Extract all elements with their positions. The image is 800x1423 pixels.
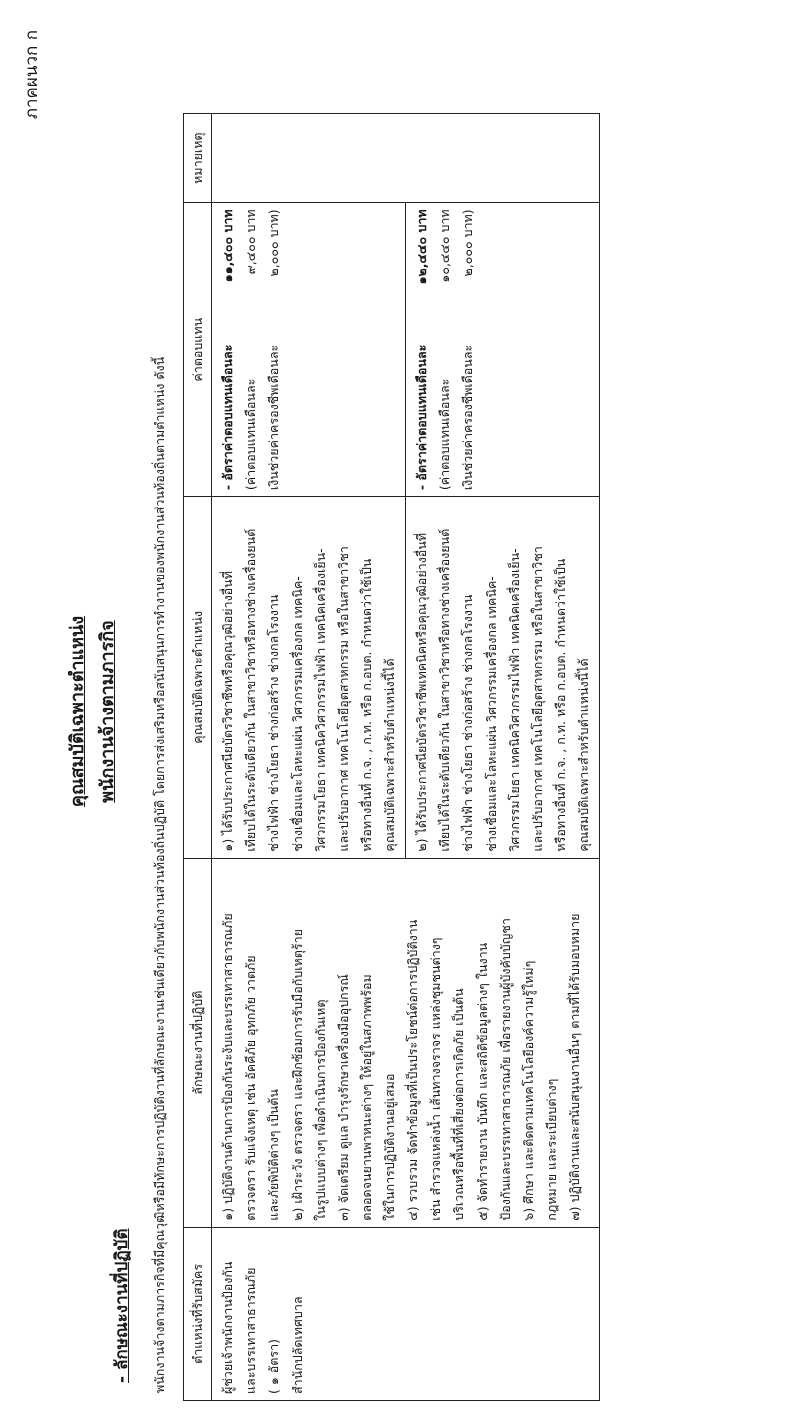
header-duties: ลักษณะงานที่ปฏิบัติ bbox=[184, 858, 212, 1227]
qualification-line: วิศวกรรมโยธา เทคนิควิศวกรรมไฟฟ้า เทคนิคเครื่องเย็น- bbox=[506, 548, 522, 852]
base-pay-row bbox=[433, 209, 456, 490]
duty-line: ๗) ปฏิบัติงานและสนับสนุนงานอื่นๆ ตามที่ได้รับมอบหมาย bbox=[567, 913, 582, 1221]
remarks-cell bbox=[212, 114, 600, 203]
rate-row bbox=[410, 209, 433, 490]
qualification-line: ๒) ได้รับประกาศนียบัตรวิชาชีพเทคนิคหรือคุณวุฒิอย่างอื่นที่ bbox=[414, 532, 430, 852]
duty-line: ๖) ศึกษา และติดตามเทคโนโลยีองค์ความรู้ใหม่ๆ bbox=[520, 960, 536, 1221]
rate-amount: ๑๑,๔๐๐ บาท bbox=[220, 209, 236, 283]
duty-line: กฎหมาย และระเบียบต่างๆ bbox=[543, 1078, 559, 1221]
qualification-line: ๑) ได้รับประกาศนียบัตรวิชาชีพหรือคุณวุฒิอย่างอื่นที่ bbox=[220, 571, 236, 852]
duty-line: ๓) จัดเตรียม ดูแล บำรุงรักษาเครื่องมืออุปกรณ์ bbox=[335, 974, 351, 1221]
duty-line: ๕) จัดทำรายงาน บันทึก และสถิติข้อมูลต่างๆ ในงาน bbox=[474, 942, 490, 1221]
rate-row bbox=[216, 209, 239, 490]
duties-cell bbox=[212, 858, 600, 1227]
duty-line: ตรวจตรา รับแจ้งเหตุ เช่น อัคคีภัย อุทกภัย วาตภัย bbox=[243, 955, 259, 1221]
rate-label: - อัตราค่าตอบแทนเดือนละ bbox=[220, 344, 236, 491]
qualification-line: เทียบได้ในระดับเดียวกัน ในสาขาวิชาหรือทางช่างเครื่องยนต์ bbox=[437, 528, 453, 852]
position-line: ผู้ช่วยเจ้าพนักงานป้องกัน bbox=[220, 1261, 236, 1394]
qualification-line: วิศวกรรมโยธา เทคนิควิศวกรรมไฟฟ้า เทคนิคเครื่องเย็น- bbox=[312, 548, 328, 852]
qualification-line: เทียบได้ในระดับเดียวกัน ในสาขาวิชาหรือทางช่างเครื่องยนต์ bbox=[243, 528, 259, 852]
position-count: ( ๑ อัตรา) bbox=[266, 1339, 282, 1394]
duty-line: ๑) ปฏิบัติงานด้านการป้องกันระงับและบรรเทาสาธารณภัย bbox=[220, 913, 236, 1221]
base-pay-label: (ค่าตอบแทนเดือนละ bbox=[243, 378, 259, 491]
header-compensation: ค่าตอบแทน bbox=[184, 203, 212, 497]
qualification-line: คุณสมบัติเฉพาะสำหรับตำแหน่งนี้ได้ bbox=[382, 658, 397, 852]
compensation-cell-1 bbox=[212, 203, 406, 497]
cola-row bbox=[456, 209, 479, 490]
qualification-line: คุณสมบัติเฉพาะสำหรับตำแหน่งนี้ได้ bbox=[576, 658, 591, 852]
section-heading: - ลักษณะงานที่ปฏิบัติ bbox=[112, 1228, 132, 1383]
qualification-line: ช่างเชื่อมและโลหะแผ่น วิศวกรรมเครื่องกล เทคนิค- bbox=[483, 576, 499, 852]
header-remarks: หมายเหตุ bbox=[184, 114, 212, 203]
duty-line: ในรูปแบบต่างๆ เพื่อดำเนินการป้องกันเหตุ bbox=[312, 999, 328, 1221]
section-heading-label: ลักษณะงานที่ปฏิบัติ bbox=[112, 1228, 132, 1371]
rate-amount: ๑๒,๔๔๐ บาท bbox=[414, 209, 430, 285]
header-qualifications: คุณสมบัติเฉพาะตำแหน่ง bbox=[184, 497, 212, 858]
position-department: สำนักปลัดเทศบาล bbox=[289, 1296, 305, 1394]
cola-amount: ๒,๐๐๐ บาท) bbox=[266, 209, 282, 277]
qualification-line: หรือทางอื่นที่ ก.จ. , ก.ท. หรือ ก.อบต. กำหนดว่าใช้เป็น bbox=[552, 558, 568, 852]
duty-line: และภัยพิบัติต่างๆ เป็นต้น bbox=[266, 1089, 282, 1221]
qualification-line: หรือทางอื่นที่ ก.จ. , ก.ท. หรือ ก.อบต. กำหนดว่าใช้เป็น bbox=[358, 558, 374, 852]
cola-row bbox=[262, 209, 285, 490]
page-subtitle: พนักงานจ้างตามภารกิจ bbox=[97, 620, 118, 803]
intro-paragraph: พนักงานจ้างตามภารกิจที่มีคุณวุฒิหรือมีทักษะการปฏิบัติงานที่ลักษณะงานเช่นเดียวกับพนักงานส่วนท้องถิ่นปฏิบัติ โดยการส่งเสริมหรือสนับสนุนการทำงานของพนักงานส่วนท้องถิ่นตามตำแหน่ง ดังนี้ bbox=[152, 356, 167, 1393]
table-header-row bbox=[184, 114, 212, 1401]
header-position: ตำแหน่งที่รับสมัคร bbox=[184, 1227, 212, 1400]
qualification-line: และปรับอากาศ เทคโนโลยีอุตสาหกรรม หรือในสาขาวิชา bbox=[529, 546, 545, 852]
duty-line: ตลอดจนยานพาหนะต่างๆ ให้อยู่ในสภาพพร้อม bbox=[358, 974, 374, 1221]
qualification-line: ช่างไฟฟ้า ช่างโยธา ช่างก่อสร้าง ช่างกลโรงงาน bbox=[266, 594, 282, 852]
cola-label: เงินช่วยค่าครองชีพเดือนละ bbox=[460, 344, 476, 491]
duty-line: ๒) เฝ้าระวัง ตรวจตรา และฝึกซ้อมการรับมือกับเหตุร้าย bbox=[289, 929, 305, 1221]
duty-line: ๔) รวบรวม จัดทำข้อมูลที่เป็นประโยชน์ต่อการปฏิบัติงาน bbox=[405, 919, 421, 1221]
qualification-cell-2 bbox=[406, 497, 600, 858]
base-pay-amount: ๑๐,๔๔๐ บาท bbox=[437, 209, 453, 283]
base-pay-row bbox=[239, 209, 262, 490]
qualification-line: ช่างเชื่อมและโลหะแผ่น วิศวกรรมเครื่องกล เทคนิค- bbox=[289, 576, 305, 852]
table-row bbox=[212, 114, 406, 1401]
appendix-label: ภาคผนวก ก bbox=[22, 30, 42, 120]
duty-line: บริเวณหรือพื้นที่ที่เสี่ยงต่อการเกิดภัย เป็นต้น bbox=[451, 988, 467, 1221]
qualification-line: และปรับอากาศ เทคโนโลยีอุตสาหกรรม หรือในสาขาวิชา bbox=[335, 546, 351, 852]
rate-label: - อัตราค่าตอบแทนเดือนละ bbox=[414, 344, 430, 491]
cola-amount: ๒,๐๐๐ บาท) bbox=[460, 209, 476, 277]
qualification-line: ช่างไฟฟ้า ช่างโยธา ช่างก่อสร้าง ช่างกลโรงงาน bbox=[460, 594, 476, 852]
qualification-cell-1 bbox=[212, 497, 406, 858]
duty-line: เช่น สำรวจแหล่งน้ำ เส้นทางจราจร แหล่งชุมชนต่างๆ bbox=[428, 937, 444, 1221]
position-line: และบรรเทาสาธารณภัย bbox=[243, 1267, 259, 1394]
position-cell bbox=[212, 1227, 600, 1400]
duty-line: ใช้ในการปฏิบัติงานอยู่เสมอ bbox=[382, 1073, 397, 1221]
qualification-table bbox=[183, 113, 600, 1401]
base-pay-amount: ๙,๔๐๐ บาท bbox=[243, 209, 259, 275]
base-pay-label: (ค่าตอบแทนเดือนละ bbox=[437, 378, 453, 491]
page-title: คุณสมบัติเฉพาะตำแหน่ง bbox=[67, 615, 88, 808]
duty-line: ป้องกันและบรรเทาสาธารณภัย เพื่อรายงานผู้บังคับบัญชา bbox=[497, 918, 513, 1221]
compensation-cell-2 bbox=[406, 203, 600, 497]
cola-label: เงินช่วยค่าครองชีพเดือนละ bbox=[266, 344, 282, 491]
